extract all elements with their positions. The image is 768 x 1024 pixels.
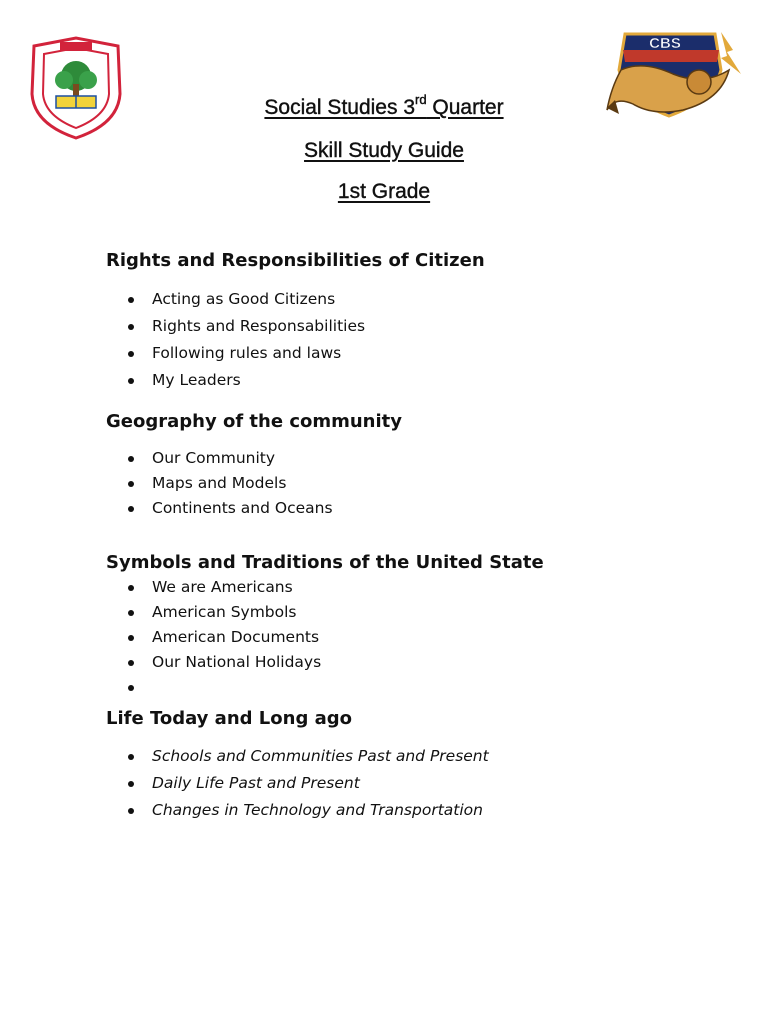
list-item: Continents and Oceans [106,496,402,521]
section-title: Geography of the community [106,411,402,432]
bullet-icon [128,685,134,691]
bullet-icon [128,660,134,666]
section-title: Symbols and Traditions of the United State [106,552,544,573]
cbs-logo-text: CBS [649,35,681,52]
bullet-icon [128,585,134,591]
bullet-icon [128,610,134,616]
list-item: Maps and Models [106,471,402,496]
bullet-icon [128,324,134,330]
bullet-icon [128,378,134,384]
list-item: American Symbols [106,600,544,625]
list-item: Our National Holidays [106,650,544,675]
bullet-list [106,446,402,521]
list-item: Our Community [106,446,402,471]
section-title: Rights and Responsibilities of Citizen [106,250,485,271]
bullet-list [106,743,489,824]
list-item: Rights and Responsabilities [106,313,485,340]
grade-title: 1st Grade [337,180,431,203]
list-item: American Documents [106,625,544,650]
section-geography [106,411,402,521]
bullet-list [106,286,485,394]
bullet-icon [128,808,134,814]
page-subtitle: Skill Study Guide [304,139,464,162]
bullet-icon [128,506,134,512]
bullet-icon [128,481,134,487]
list-item: My Leaders [106,367,485,394]
list-item: Following rules and laws [106,340,485,367]
bullet-icon [128,754,134,760]
bullet-icon [128,456,134,462]
section-symbols [106,552,544,700]
list-item: Changes in Technology and Transportation [106,797,489,824]
list-item: We are Americans [106,575,544,600]
school-seal-logo [26,36,126,140]
section-rights [106,250,485,394]
list-item: Acting as Good Citizens [106,286,485,313]
bullet-icon [128,297,134,303]
bullet-icon [128,351,134,357]
page-title: Social Studies 3rd Quarter [264,92,504,119]
list-item: Schools and Communities Past and Present [106,743,489,770]
list-item [106,675,544,700]
section-title: Life Today and Long ago [106,708,352,729]
bullet-list [106,575,544,700]
bullet-icon [128,635,134,641]
section-life [106,708,489,824]
bullet-icon [128,781,134,787]
list-item: Daily Life Past and Present [106,770,489,797]
